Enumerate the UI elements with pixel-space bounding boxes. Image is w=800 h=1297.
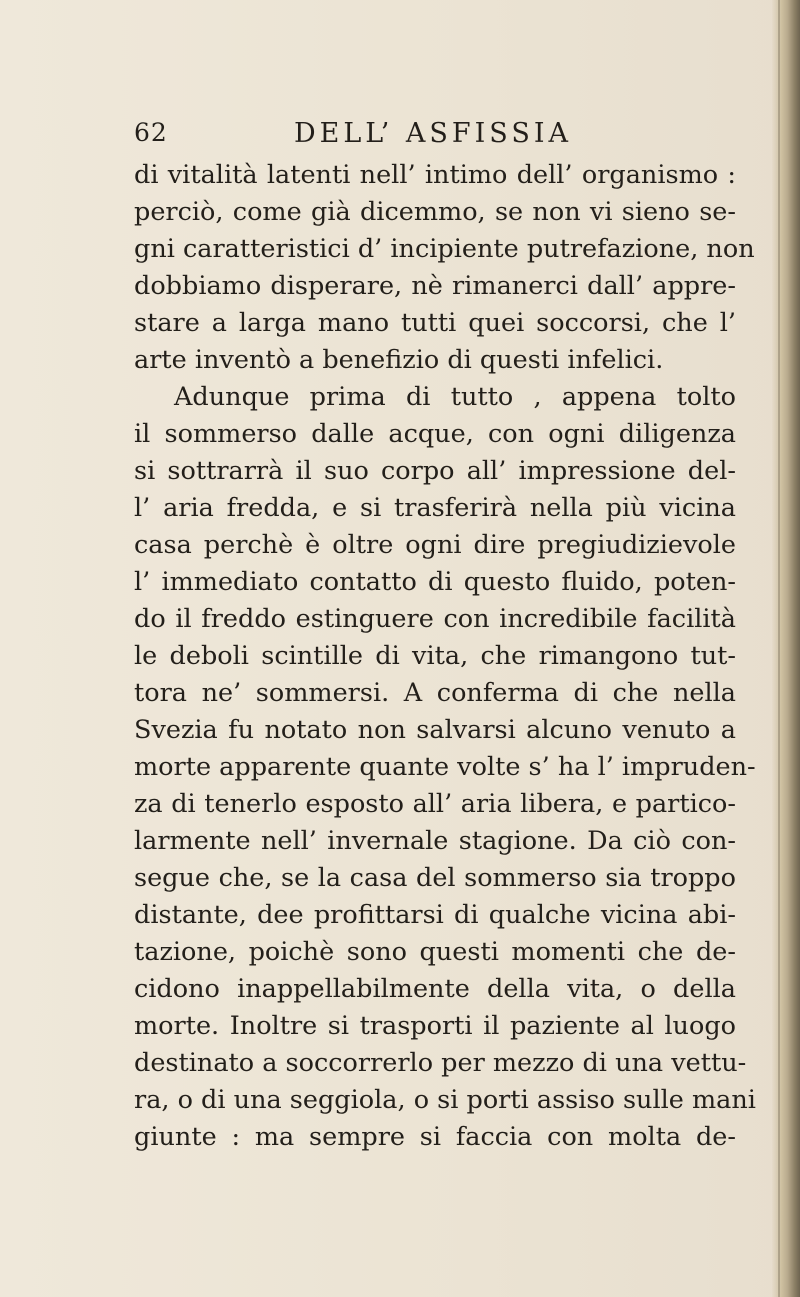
text-line: do il freddo estinguere con incredibile facilità — [134, 604, 736, 634]
text-line: si sottrarrà il suo corpo all’ impressione del- — [134, 456, 736, 486]
text-line: ra, o di una seggiola, o si porti assiso sulle mani — [134, 1085, 756, 1115]
text-line: il sommerso dalle acque, con ogni diligenza — [134, 419, 736, 449]
text-line: dobbiamo disperare, nè rimanerci dall’ appre- — [134, 271, 736, 301]
text-line: morte. Inoltre si trasporti il paziente al luogo — [134, 1011, 736, 1041]
running-title: DELL’ ASFISSIA — [294, 118, 572, 149]
text-line: morte apparente quante volte s’ ha l’ impruden- — [134, 752, 756, 782]
text-line: gni caratteristici d’ incipiente putrefazione, non — [134, 234, 755, 264]
text-line: arte inventò a benefizio di questi infelici. — [134, 345, 664, 375]
text-line: stare a larga mano tutti quei soccorsi, che l’ — [134, 308, 736, 338]
text-line: Svezia fu notato non salvarsi alcuno venuto a — [134, 715, 736, 745]
text-line: le deboli scintille di vita, che rimangono tut- — [134, 641, 736, 671]
text-line: larmente nell’ invernale stagione. Da ciò con- — [134, 826, 736, 856]
text-line: tora ne’ sommersi. A conferma di che nella — [134, 678, 736, 708]
text-line: distante, dee profittarsi di qualche vicina abi- — [134, 900, 736, 930]
text-line: segue che, se la casa del sommerso sia troppo — [134, 863, 736, 893]
text-line: di vitalità latenti nell’ intimo dell’ organismo : — [134, 160, 736, 190]
text-line: l’ aria fredda, e si trasferirà nella più vicina — [134, 493, 736, 523]
text-line: perciò, come già dicemmo, se non vi sieno se- — [134, 197, 736, 227]
body-text — [134, 157, 756, 1156]
text-line: casa perchè è oltre ogni dire pregiudizievole — [134, 530, 736, 560]
text-line: tazione, poichè sono questi momenti che de- — [134, 937, 736, 967]
running-head — [134, 118, 744, 158]
text-line: za di tenerlo esposto all’ aria libera, e partico- — [134, 789, 736, 819]
page-number: 62 — [134, 118, 168, 147]
text-line: l’ immediato contatto di questo fluido, poten- — [134, 567, 736, 597]
text-line: destinato a soccorrerlo per mezzo di una vettu- — [134, 1048, 747, 1078]
text-line: cidono inappellabilmente della vita, o della — [134, 974, 736, 1004]
text-line: giunte : ma sempre si faccia con molta de- — [134, 1122, 736, 1152]
text-line: Adunque prima di tutto , appena tolto — [174, 382, 736, 412]
page-edge-shadow — [772, 0, 800, 1297]
